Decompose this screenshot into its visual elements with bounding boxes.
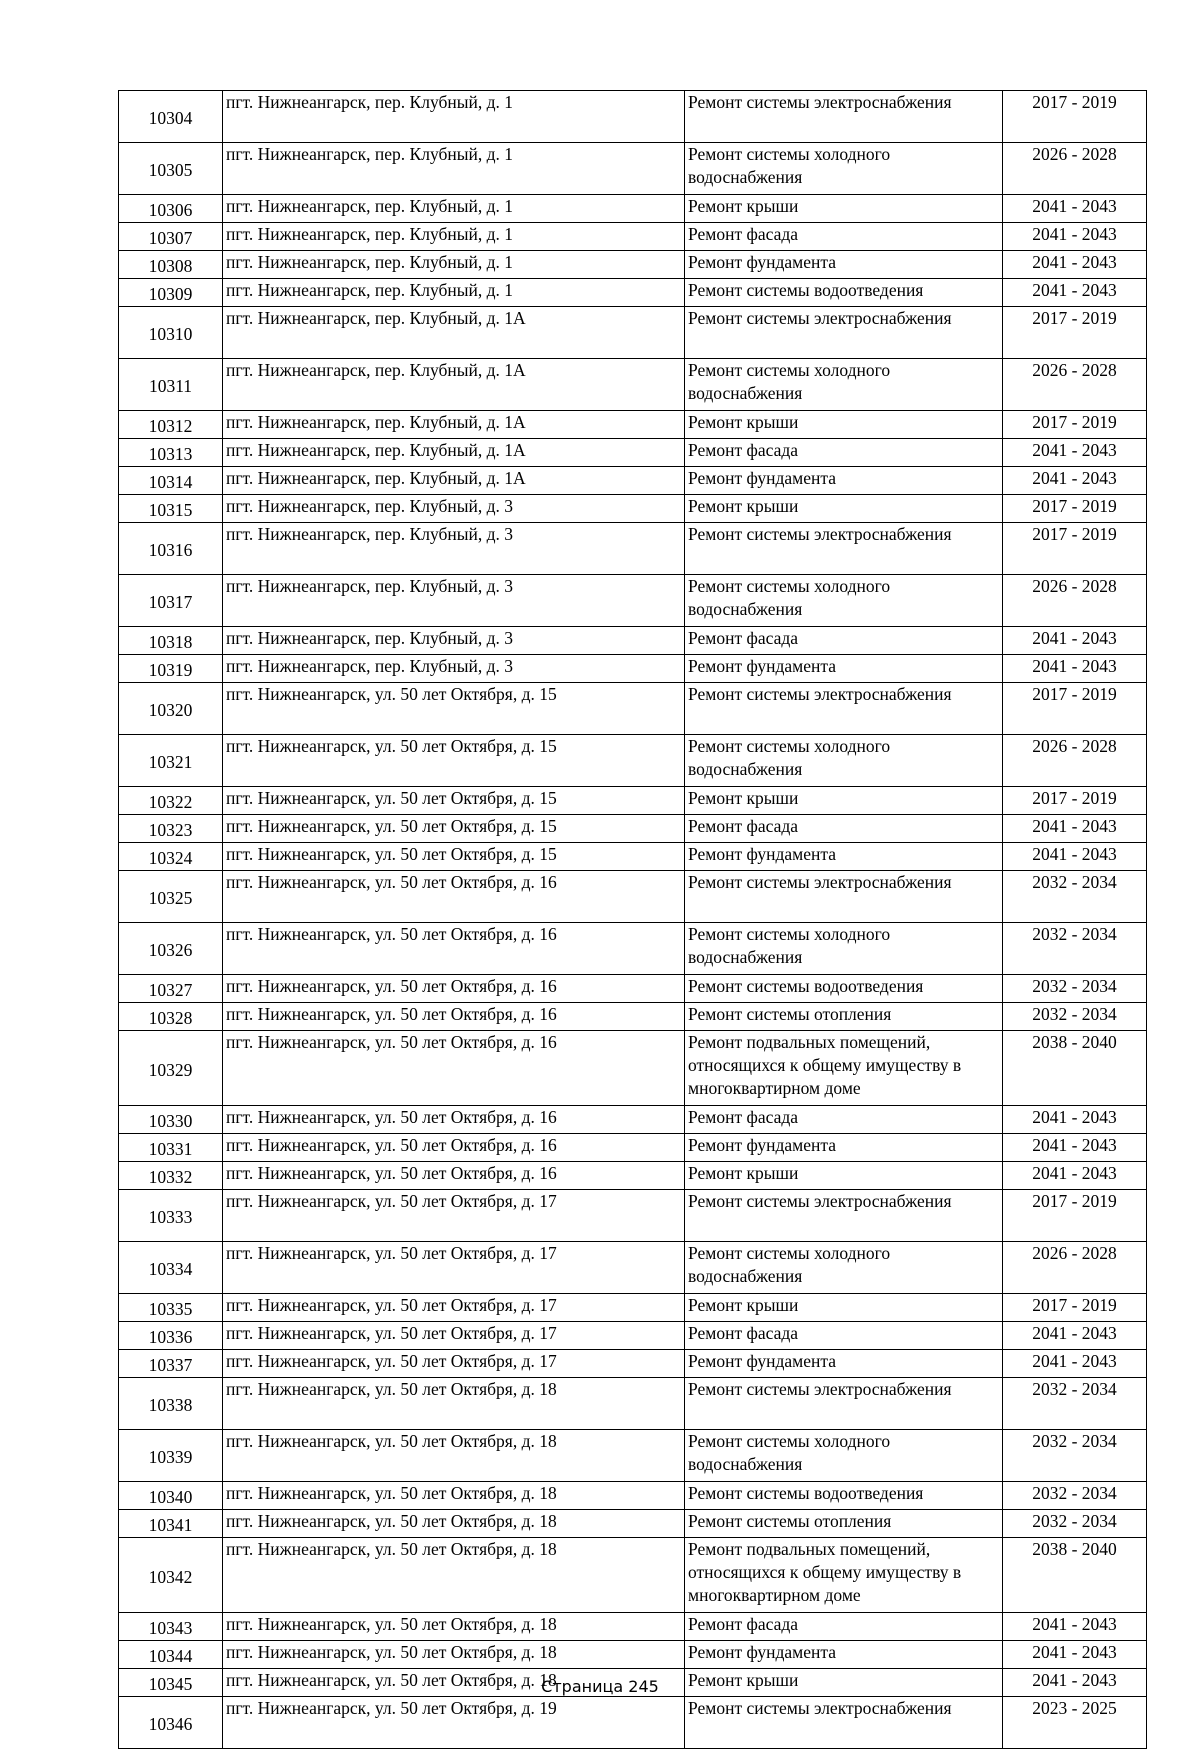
row-number-cell: 10334 (119, 1242, 223, 1294)
address-cell: пгт. Нижнеангарск, пер. Клубный, д. 1А (223, 467, 685, 495)
period-cell: 2032 - 2034 (1003, 923, 1147, 975)
table-row (119, 683, 1147, 735)
row-number-cell: 10316 (119, 523, 223, 575)
table-row (119, 1538, 1147, 1613)
table-row (119, 439, 1147, 467)
address-cell: пгт. Нижнеангарск, ул. 50 лет Октября, д. 18 (223, 1641, 685, 1669)
period-cell: 2041 - 2043 (1003, 627, 1147, 655)
row-number-cell: 10341 (119, 1510, 223, 1538)
address-cell: пгт. Нижнеангарск, ул. 50 лет Октября, д. 16 (223, 1134, 685, 1162)
row-number-cell: 10309 (119, 279, 223, 307)
period-cell: 2038 - 2040 (1003, 1031, 1147, 1106)
address-cell: пгт. Нижнеангарск, ул. 50 лет Октября, д. 16 (223, 871, 685, 923)
period-cell: 2041 - 2043 (1003, 1322, 1147, 1350)
work-type-cell: Ремонт подвальных помещений, относящихся к общему имуществу в многоквартирном доме (685, 1031, 1003, 1106)
work-type-cell: Ремонт фасада (685, 1613, 1003, 1641)
work-type-cell: Ремонт крыши (685, 787, 1003, 815)
table-row (119, 1031, 1147, 1106)
address-cell: пгт. Нижнеангарск, пер. Клубный, д. 1А (223, 439, 685, 467)
work-type-cell: Ремонт крыши (685, 1162, 1003, 1190)
row-number-cell: 10313 (119, 439, 223, 467)
period-cell: 2023 - 2025 (1003, 1697, 1147, 1749)
period-cell: 2017 - 2019 (1003, 787, 1147, 815)
work-type-cell: Ремонт фасада (685, 1106, 1003, 1134)
table-row (119, 787, 1147, 815)
row-number-cell: 10335 (119, 1294, 223, 1322)
period-cell: 2041 - 2043 (1003, 1350, 1147, 1378)
period-cell: 2032 - 2034 (1003, 1430, 1147, 1482)
table-row (119, 1430, 1147, 1482)
period-cell: 2017 - 2019 (1003, 411, 1147, 439)
work-type-cell: Ремонт фасада (685, 439, 1003, 467)
row-number-cell: 10344 (119, 1641, 223, 1669)
table-row (119, 467, 1147, 495)
period-cell: 2038 - 2040 (1003, 1538, 1147, 1613)
row-number-cell: 10305 (119, 143, 223, 195)
table-row (119, 1190, 1147, 1242)
address-cell: пгт. Нижнеангарск, пер. Клубный, д. 1А (223, 411, 685, 439)
period-cell: 2026 - 2028 (1003, 575, 1147, 627)
table-row (119, 871, 1147, 923)
period-cell: 2041 - 2043 (1003, 1613, 1147, 1641)
table-row (119, 923, 1147, 975)
table-row (119, 1003, 1147, 1031)
period-cell: 2026 - 2028 (1003, 735, 1147, 787)
table-row (119, 223, 1147, 251)
address-cell: пгт. Нижнеангарск, ул. 50 лет Октября, д. 17 (223, 1190, 685, 1242)
row-number-cell: 10321 (119, 735, 223, 787)
row-number-cell: 10314 (119, 467, 223, 495)
address-cell: пгт. Нижнеангарск, ул. 50 лет Октября, д. 17 (223, 1242, 685, 1294)
address-cell: пгт. Нижнеангарск, пер. Клубный, д. 1 (223, 91, 685, 143)
table-row (119, 815, 1147, 843)
row-number-cell: 10343 (119, 1613, 223, 1641)
work-type-cell: Ремонт системы холодного водоснабжения (685, 1242, 1003, 1294)
address-cell: пгт. Нижнеангарск, ул. 50 лет Октября, д. 18 (223, 1510, 685, 1538)
period-cell: 2041 - 2043 (1003, 815, 1147, 843)
table-row (119, 195, 1147, 223)
address-cell: пгт. Нижнеангарск, ул. 50 лет Октября, д. 18 (223, 1538, 685, 1613)
address-cell: пгт. Нижнеангарск, ул. 50 лет Октября, д. 18 (223, 1378, 685, 1430)
period-cell: 2041 - 2043 (1003, 251, 1147, 279)
address-cell: пгт. Нижнеангарск, пер. Клубный, д. 1А (223, 307, 685, 359)
table-row (119, 575, 1147, 627)
work-type-cell: Ремонт системы отопления (685, 1510, 1003, 1538)
row-number-cell: 10331 (119, 1134, 223, 1162)
table-row (119, 1350, 1147, 1378)
row-number-cell: 10311 (119, 359, 223, 411)
work-type-cell: Ремонт системы электроснабжения (685, 91, 1003, 143)
period-cell: 2017 - 2019 (1003, 307, 1147, 359)
period-cell: 2017 - 2019 (1003, 1294, 1147, 1322)
address-cell: пгт. Нижнеангарск, ул. 50 лет Октября, д. 16 (223, 1003, 685, 1031)
address-cell: пгт. Нижнеангарск, пер. Клубный, д. 1 (223, 279, 685, 307)
row-number-cell: 10339 (119, 1430, 223, 1482)
period-cell: 2041 - 2043 (1003, 843, 1147, 871)
table-body (119, 91, 1147, 1749)
address-cell: пгт. Нижнеангарск, пер. Клубный, д. 1А (223, 359, 685, 411)
address-cell: пгт. Нижнеангарск, ул. 50 лет Октября, д. 17 (223, 1322, 685, 1350)
work-type-cell: Ремонт системы водоотведения (685, 975, 1003, 1003)
period-cell: 2017 - 2019 (1003, 523, 1147, 575)
table-row (119, 279, 1147, 307)
table-row (119, 843, 1147, 871)
address-cell: пгт. Нижнеангарск, пер. Клубный, д. 3 (223, 575, 685, 627)
table-row (119, 1294, 1147, 1322)
address-cell: пгт. Нижнеангарск, ул. 50 лет Октября, д. 15 (223, 815, 685, 843)
table-row (119, 495, 1147, 523)
period-cell: 2041 - 2043 (1003, 1106, 1147, 1134)
row-number-cell: 10315 (119, 495, 223, 523)
row-number-cell: 10319 (119, 655, 223, 683)
period-cell: 2026 - 2028 (1003, 359, 1147, 411)
work-type-cell: Ремонт фундамента (685, 1641, 1003, 1669)
row-number-cell: 10337 (119, 1350, 223, 1378)
work-type-cell: Ремонт крыши (685, 1294, 1003, 1322)
table-row (119, 523, 1147, 575)
period-cell: 2032 - 2034 (1003, 1378, 1147, 1430)
row-number-cell: 10333 (119, 1190, 223, 1242)
period-cell: 2032 - 2034 (1003, 1482, 1147, 1510)
table-row (119, 91, 1147, 143)
table-row (119, 1322, 1147, 1350)
work-type-cell: Ремонт фасада (685, 627, 1003, 655)
table-row (119, 1697, 1147, 1749)
row-number-cell: 10330 (119, 1106, 223, 1134)
table-row (119, 1242, 1147, 1294)
address-cell: пгт. Нижнеангарск, ул. 50 лет Октября, д. 17 (223, 1350, 685, 1378)
row-number-cell: 10322 (119, 787, 223, 815)
period-cell: 2041 - 2043 (1003, 439, 1147, 467)
row-number-cell: 10328 (119, 1003, 223, 1031)
row-number-cell: 10332 (119, 1162, 223, 1190)
address-cell: пгт. Нижнеангарск, пер. Клубный, д. 3 (223, 495, 685, 523)
work-type-cell: Ремонт системы холодного водоснабжения (685, 735, 1003, 787)
period-cell: 2041 - 2043 (1003, 467, 1147, 495)
table-row (119, 655, 1147, 683)
row-number-cell: 10307 (119, 223, 223, 251)
address-cell: пгт. Нижнеангарск, ул. 50 лет Октября, д. 15 (223, 787, 685, 815)
row-number-cell: 10329 (119, 1031, 223, 1106)
table-row (119, 411, 1147, 439)
table-row (119, 975, 1147, 1003)
row-number-cell: 10310 (119, 307, 223, 359)
table-row (119, 251, 1147, 279)
address-cell: пгт. Нижнеангарск, ул. 50 лет Октября, д. 16 (223, 1162, 685, 1190)
period-cell: 2041 - 2043 (1003, 1162, 1147, 1190)
page-number: Страница 245 (541, 1677, 659, 1696)
row-number-cell: 10345 (119, 1669, 223, 1697)
table-row (119, 1641, 1147, 1669)
address-cell: пгт. Нижнеангарск, ул. 50 лет Октября, д. 15 (223, 843, 685, 871)
period-cell: 2017 - 2019 (1003, 91, 1147, 143)
period-cell: 2017 - 2019 (1003, 1190, 1147, 1242)
table-row (119, 1510, 1147, 1538)
row-number-cell: 10338 (119, 1378, 223, 1430)
work-type-cell: Ремонт системы электроснабжения (685, 1190, 1003, 1242)
row-number-cell: 10323 (119, 815, 223, 843)
address-cell: пгт. Нижнеангарск, ул. 50 лет Октября, д. 18 (223, 1482, 685, 1510)
period-cell: 2041 - 2043 (1003, 279, 1147, 307)
work-type-cell: Ремонт фундамента (685, 251, 1003, 279)
period-cell: 2041 - 2043 (1003, 1641, 1147, 1669)
work-type-cell: Ремонт фундамента (685, 843, 1003, 871)
work-type-cell: Ремонт крыши (685, 495, 1003, 523)
work-type-cell: Ремонт системы электроснабжения (685, 683, 1003, 735)
address-cell: пгт. Нижнеангарск, пер. Клубный, д. 3 (223, 523, 685, 575)
table-row (119, 307, 1147, 359)
table-row (119, 1378, 1147, 1430)
table-row (119, 1613, 1147, 1641)
row-number-cell: 10336 (119, 1322, 223, 1350)
row-number-cell: 10317 (119, 575, 223, 627)
work-type-cell: Ремонт фасада (685, 815, 1003, 843)
period-cell: 2032 - 2034 (1003, 871, 1147, 923)
period-cell: 2032 - 2034 (1003, 975, 1147, 1003)
work-type-cell: Ремонт фасада (685, 223, 1003, 251)
work-type-cell: Ремонт системы холодного водоснабжения (685, 143, 1003, 195)
row-number-cell: 10326 (119, 923, 223, 975)
period-cell: 2041 - 2043 (1003, 223, 1147, 251)
address-cell: пгт. Нижнеангарск, ул. 50 лет Октября, д. 18 (223, 1430, 685, 1482)
table-row (119, 143, 1147, 195)
address-cell: пгт. Нижнеангарск, ул. 50 лет Октября, д. 16 (223, 1031, 685, 1106)
repair-schedule-table (118, 90, 1147, 1749)
row-number-cell: 10306 (119, 195, 223, 223)
table-row (119, 1106, 1147, 1134)
table-row (119, 627, 1147, 655)
period-cell: 2026 - 2028 (1003, 1242, 1147, 1294)
work-type-cell: Ремонт крыши (685, 195, 1003, 223)
work-type-cell: Ремонт системы холодного водоснабжения (685, 923, 1003, 975)
row-number-cell: 10324 (119, 843, 223, 871)
address-cell: пгт. Нижнеангарск, ул. 50 лет Октября, д. 18 (223, 1669, 685, 1697)
work-type-cell: Ремонт фундамента (685, 467, 1003, 495)
row-number-cell: 10312 (119, 411, 223, 439)
address-cell: пгт. Нижнеангарск, ул. 50 лет Октября, д. 18 (223, 1613, 685, 1641)
address-cell: пгт. Нижнеангарск, ул. 50 лет Октября, д. 16 (223, 1106, 685, 1134)
work-type-cell: Ремонт системы холодного водоснабжения (685, 359, 1003, 411)
work-type-cell: Ремонт системы электроснабжения (685, 307, 1003, 359)
work-type-cell: Ремонт системы электроснабжения (685, 1697, 1003, 1749)
period-cell: 2041 - 2043 (1003, 655, 1147, 683)
address-cell: пгт. Нижнеангарск, ул. 50 лет Октября, д. 15 (223, 683, 685, 735)
period-cell: 2026 - 2028 (1003, 143, 1147, 195)
row-number-cell: 10320 (119, 683, 223, 735)
address-cell: пгт. Нижнеангарск, пер. Клубный, д. 1 (223, 223, 685, 251)
row-number-cell: 10318 (119, 627, 223, 655)
row-number-cell: 10325 (119, 871, 223, 923)
address-cell: пгт. Нижнеангарск, ул. 50 лет Октября, д. 16 (223, 975, 685, 1003)
work-type-cell: Ремонт системы электроснабжения (685, 1378, 1003, 1430)
table-row (119, 735, 1147, 787)
period-cell: 2017 - 2019 (1003, 683, 1147, 735)
period-cell: 2041 - 2043 (1003, 1669, 1147, 1697)
address-cell: пгт. Нижнеангарск, пер. Клубный, д. 3 (223, 627, 685, 655)
work-type-cell: Ремонт системы отопления (685, 1003, 1003, 1031)
address-cell: пгт. Нижнеангарск, пер. Клубный, д. 1 (223, 195, 685, 223)
table-row (119, 1134, 1147, 1162)
work-type-cell: Ремонт системы водоотведения (685, 1482, 1003, 1510)
table-row (119, 1482, 1147, 1510)
work-type-cell: Ремонт фундамента (685, 1134, 1003, 1162)
work-type-cell: Ремонт крыши (685, 1669, 1003, 1697)
work-type-cell: Ремонт подвальных помещений, относящихся к общему имуществу в многоквартирном доме (685, 1538, 1003, 1613)
period-cell: 2041 - 2043 (1003, 1134, 1147, 1162)
work-type-cell: Ремонт системы холодного водоснабжения (685, 1430, 1003, 1482)
address-cell: пгт. Нижнеангарск, ул. 50 лет Октября, д. 16 (223, 923, 685, 975)
period-cell: 2032 - 2034 (1003, 1003, 1147, 1031)
address-cell: пгт. Нижнеангарск, ул. 50 лет Октября, д. 19 (223, 1697, 685, 1749)
row-number-cell: 10304 (119, 91, 223, 143)
work-type-cell: Ремонт системы водоотведения (685, 279, 1003, 307)
period-cell: 2041 - 2043 (1003, 195, 1147, 223)
row-number-cell: 10342 (119, 1538, 223, 1613)
row-number-cell: 10346 (119, 1697, 223, 1749)
address-cell: пгт. Нижнеангарск, ул. 50 лет Октября, д. 17 (223, 1294, 685, 1322)
address-cell: пгт. Нижнеангарск, ул. 50 лет Октября, д. 15 (223, 735, 685, 787)
work-type-cell: Ремонт фундамента (685, 1350, 1003, 1378)
work-type-cell: Ремонт системы электроснабжения (685, 871, 1003, 923)
work-type-cell: Ремонт крыши (685, 411, 1003, 439)
address-cell: пгт. Нижнеангарск, пер. Клубный, д. 3 (223, 655, 685, 683)
work-type-cell: Ремонт фасада (685, 1322, 1003, 1350)
row-number-cell: 10340 (119, 1482, 223, 1510)
row-number-cell: 10308 (119, 251, 223, 279)
work-type-cell: Ремонт системы электроснабжения (685, 523, 1003, 575)
table-row (119, 1162, 1147, 1190)
table-row (119, 359, 1147, 411)
period-cell: 2017 - 2019 (1003, 495, 1147, 523)
period-cell: 2032 - 2034 (1003, 1510, 1147, 1538)
work-type-cell: Ремонт системы холодного водоснабжения (685, 575, 1003, 627)
row-number-cell: 10327 (119, 975, 223, 1003)
address-cell: пгт. Нижнеангарск, пер. Клубный, д. 1 (223, 251, 685, 279)
address-cell: пгт. Нижнеангарск, пер. Клубный, д. 1 (223, 143, 685, 195)
work-type-cell: Ремонт фундамента (685, 655, 1003, 683)
